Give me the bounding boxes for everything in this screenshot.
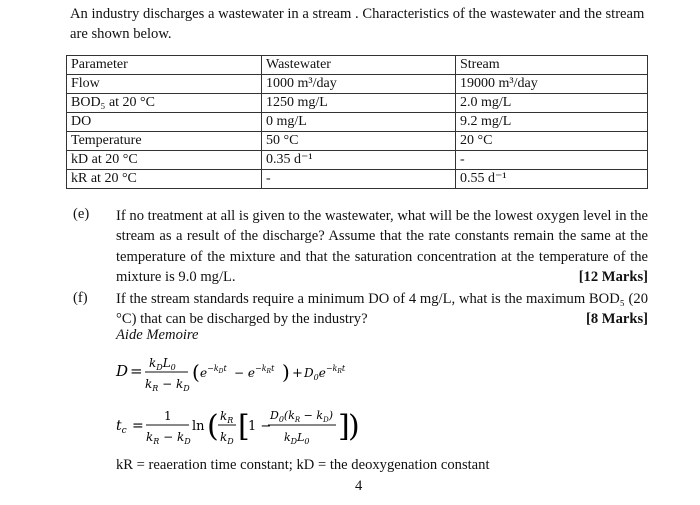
question-e-label: (e) <box>73 206 90 222</box>
table-cell: - <box>456 151 648 170</box>
table-header-row <box>67 56 648 75</box>
svg-text:1 −: 1 − <box>248 419 272 434</box>
svg-text:tc: $t_c$ <box>116 418 127 436</box>
svg-text:D0e−kRt: $D_0e^{-k}Rt$ <box>304 364 346 382</box>
svg-text:kR − kD: $k_R - k_D$ <box>145 377 190 393</box>
svg-text:D: D <box>116 362 129 380</box>
svg-text:]: ] <box>338 409 350 444</box>
svg-text:[: [ <box>238 409 250 444</box>
table-row <box>67 151 648 170</box>
table-cell: 50 °C <box>262 132 456 151</box>
page-number: 4 <box>355 478 363 494</box>
question-f-label: (f) <box>73 290 88 306</box>
svg-text:D0(kR − kD): $D_0(k_R - k_D)$ <box>270 409 333 424</box>
table-cell: BOD₅ at 20 °C <box>67 94 262 113</box>
table-cell: 19000 m³/day <box>456 75 648 94</box>
svg-text:kR − kD: $k_R - k_D$ <box>146 430 191 446</box>
question-f <box>116 289 648 330</box>
table-cell: Flow <box>67 75 262 94</box>
svg-text:e−kDt: $e^{-k}Dt$ <box>200 364 227 380</box>
svg-text:): ) <box>348 409 360 444</box>
aide-memoire-heading: Aide Memoire <box>116 327 199 343</box>
table-cell: kD at 20 °C <box>67 151 262 170</box>
table-cell: 0 mg/L <box>262 113 456 132</box>
table-cell: 2.0 mg/L <box>456 94 648 113</box>
svg-text:1: 1 <box>164 409 172 423</box>
svg-text:kD: $k_D$ <box>220 430 234 446</box>
question-e-text: If no treatment at all is given to the wastewater, what will be the lowest oxygen level in the stream as a result of the discharge? Assume that the rate constants remain the same at the temperature of the mixture and that the saturation concentration at the temperature of the mixture is 9.0 mg/L. <box>116 208 648 285</box>
header-stream: Stream <box>456 56 648 75</box>
svg-text:kR: $k_R$ <box>220 409 234 425</box>
parameters-table <box>66 55 648 189</box>
table-row <box>67 132 648 151</box>
table-cell: 0.55 d⁻¹ <box>456 170 648 189</box>
svg-text:kDL0: $k_DL_0$ <box>284 431 310 446</box>
svg-text:ln: ln <box>192 419 205 434</box>
header-parameter: Parameter <box>67 56 262 75</box>
table-cell: Temperature <box>67 132 262 151</box>
table-cell: 1250 mg/L <box>262 94 456 113</box>
svg-text:− e−kRt: − $e^{-k}Rt$ <box>234 364 275 380</box>
table-row <box>67 170 648 189</box>
intro-text: An industry discharges a wastewater in a stream . Characteristics of the wastewater and the stream are shown below. <box>70 6 645 42</box>
table-row <box>67 94 648 113</box>
question-e <box>116 206 648 287</box>
question-f-text: If the stream standards require a minimum DO of 4 mg/L, what is the maximum BOD₅ (20 °C) that can be discharged by the industry? <box>116 291 648 328</box>
table-cell: 9.2 mg/L <box>456 113 648 132</box>
table-cell: - <box>262 170 456 189</box>
constants-footnote: kR = reaeration time constant; kD = the deoxygenation constant <box>116 457 490 473</box>
svg-text:(: ( <box>207 409 219 444</box>
svg-text:(: ( <box>192 360 200 384</box>
oxygen-sag-equation <box>112 348 372 396</box>
svg-text:=: = <box>130 362 143 380</box>
svg-text:kDL0: $k_DL_0$ <box>149 356 176 372</box>
table-row <box>67 113 648 132</box>
critical-time-equation <box>112 400 372 452</box>
svg-text:=: = <box>132 418 144 434</box>
table-cell: 0.35 d⁻¹ <box>262 151 456 170</box>
table-cell: DO <box>67 113 262 132</box>
table-row <box>67 75 648 94</box>
svg-text:+: + <box>292 366 303 381</box>
question-f-marks: [8 Marks] <box>585 311 648 328</box>
svg-text:): ) <box>282 360 290 384</box>
header-wastewater: Wastewater <box>262 56 456 75</box>
table-cell: 1000 m³/day <box>262 75 456 94</box>
table-cell: 20 °C <box>456 132 648 151</box>
table-cell: kR at 20 °C <box>67 170 262 189</box>
question-e-marks: [12 Marks] <box>578 268 648 285</box>
